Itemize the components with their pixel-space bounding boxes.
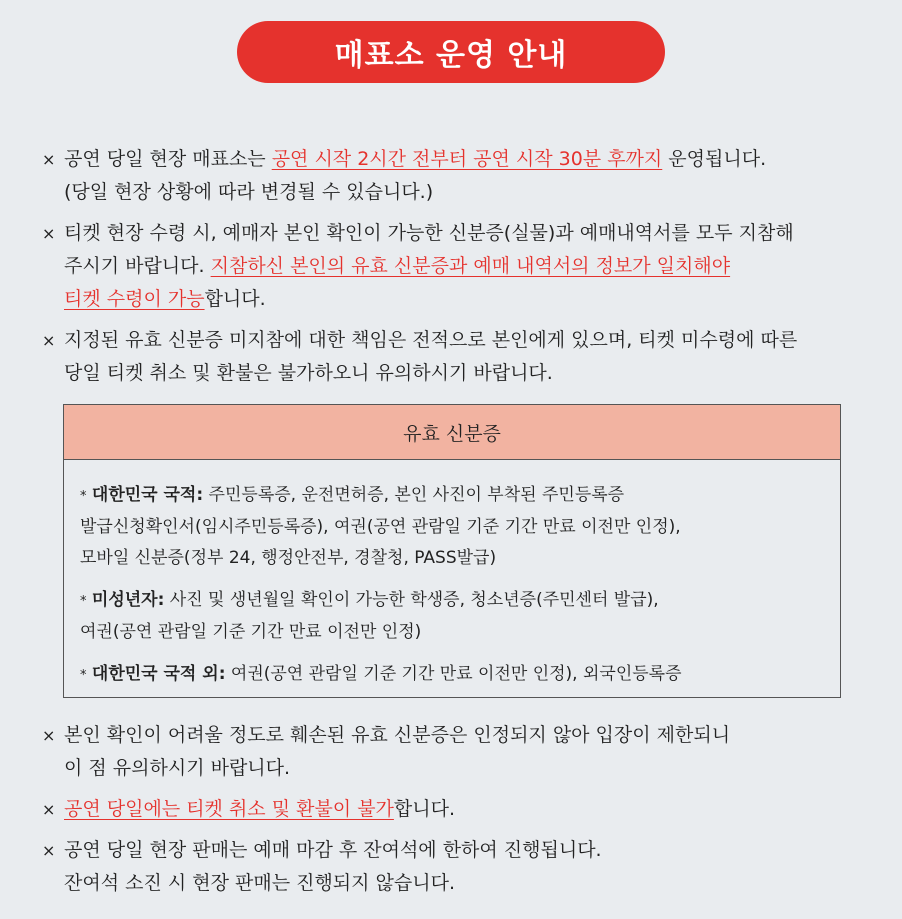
notice-line: 티켓 현장 수령 시, 예매자 본인 확인이 가능한 신분증(실물)과 예매내역서를 모두 지참해 bbox=[64, 222, 794, 244]
notice-line: 본인 확인이 어려울 정도로 훼손된 유효 신분증은 인정되지 않아 입장이 제한되니 bbox=[64, 724, 731, 746]
notice-text: 공연 당일 현장 매표소는 bbox=[64, 148, 272, 170]
notice-item-onsite-sales bbox=[42, 834, 872, 900]
valid-id-box bbox=[63, 404, 841, 698]
id-line: 모바일 신분증(정부 24, 행정안전부, 경찰청, PASS발급) bbox=[80, 548, 497, 568]
id-line bbox=[80, 480, 824, 512]
notice-item-responsibility bbox=[42, 324, 872, 390]
notice-line: 지정된 유효 신분증 미지참에 대한 책임은 전적으로 본인에게 있으며, 티켓 미수령에 따른 bbox=[64, 329, 798, 351]
x-mark-icon: × bbox=[42, 800, 56, 819]
notice-line bbox=[64, 793, 872, 826]
id-line: 여권(공연 관람일 기준 기간 만료 이전만 인정) bbox=[80, 622, 422, 642]
x-mark-icon: × bbox=[42, 331, 56, 350]
id-group-foreign bbox=[80, 659, 824, 691]
notice-item-no-refund bbox=[42, 793, 872, 826]
notice-item-damaged-id bbox=[42, 719, 872, 785]
bullet-star-icon: * bbox=[80, 489, 87, 504]
id-group-korean bbox=[80, 480, 824, 574]
id-text: 주민등록증, 운전면허증, 본인 사진이 부착된 주민등록증 bbox=[203, 485, 625, 505]
id-line bbox=[80, 585, 824, 617]
notice-list-top bbox=[42, 143, 872, 390]
id-group-minor bbox=[80, 585, 824, 648]
notice-line: 당일 티켓 취소 및 환불은 불가하오니 유의하시기 바랍니다. bbox=[64, 362, 553, 384]
notice-line: 잔여석 소진 시 현장 판매는 진행되지 않습니다. bbox=[64, 872, 456, 894]
notice-line bbox=[64, 143, 872, 176]
id-line bbox=[80, 659, 824, 691]
x-mark-icon: × bbox=[42, 841, 56, 860]
id-group-label: 대한민국 국적: bbox=[91, 485, 204, 505]
x-mark-icon: × bbox=[42, 726, 56, 745]
valid-id-body bbox=[64, 460, 840, 691]
notice-highlight: 티켓 수령이 가능 bbox=[64, 288, 205, 310]
id-group-label: 대한민국 국적 외: bbox=[91, 664, 226, 684]
id-text: 사진 및 생년월일 확인이 가능한 학생증, 청소년증(주민센터 발급), bbox=[164, 590, 659, 610]
notice-text: 합니다. bbox=[393, 798, 456, 820]
notice-highlight: 지참하신 본인의 유효 신분증과 예매 내역서의 정보가 일치해야 bbox=[210, 255, 731, 277]
x-mark-icon: × bbox=[42, 224, 56, 243]
notice-highlight: 공연 시작 2시간 전부터 공연 시작 30분 후까지 bbox=[271, 148, 663, 170]
notice-highlight: 공연 당일에는 티켓 취소 및 환불이 불가 bbox=[64, 798, 394, 820]
bullet-star-icon: * bbox=[80, 668, 87, 683]
page-title: 매표소 운영 안내 bbox=[237, 21, 665, 83]
notice-item-hours bbox=[42, 143, 872, 209]
id-group-label: 미성년자: bbox=[91, 590, 165, 610]
notice-text: 합니다. bbox=[204, 288, 266, 310]
notice-line: 이 점 유의하시기 바랍니다. bbox=[64, 757, 291, 779]
bullet-star-icon: * bbox=[80, 594, 87, 609]
notice-line: 공연 당일 현장 판매는 예매 마감 후 잔여석에 한하여 진행됩니다. bbox=[64, 839, 602, 861]
x-mark-icon: × bbox=[42, 150, 56, 169]
notice-line bbox=[64, 283, 872, 316]
id-text: 여권(공연 관람일 기준 기간 만료 이전만 인정), 외국인등록증 bbox=[225, 664, 682, 684]
notice-list-bottom bbox=[42, 719, 872, 900]
notice-item-ticket-pickup bbox=[42, 217, 872, 316]
notice-text: 주시기 바랍니다. bbox=[64, 255, 211, 277]
notice-text: 운영됩니다. bbox=[662, 148, 767, 170]
valid-id-header: 유효 신분증 bbox=[64, 405, 840, 460]
notice-line bbox=[64, 250, 872, 283]
notice-line: (당일 현장 상황에 따라 변경될 수 있습니다.) bbox=[64, 181, 434, 203]
id-line: 발급신청확인서(임시주민등록증), 여권(공연 관람일 기준 기간 만료 이전만 인정), bbox=[80, 517, 681, 537]
